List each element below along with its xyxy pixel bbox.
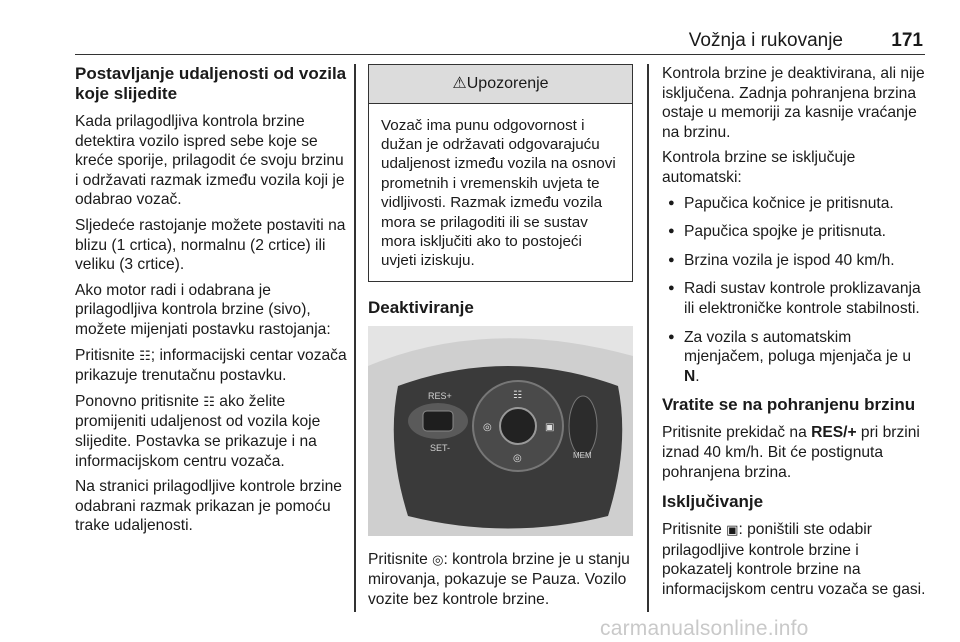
distance-icon: ☷	[139, 348, 151, 364]
paragraph: Sljedeće rastojanje možete postaviti na blizu (1 crtica), normalnu (2 crtice) ili veliku (3 crtice).	[75, 216, 346, 274]
paragraph: Pritisnite ▣: poništili ste odabir prilagodljive kontrole brzine i pokazatelj kontrole brzine na informacijskom centru vozača se gasi.	[662, 521, 926, 598]
watermark: carmanualsonline.info	[600, 617, 809, 640]
list-item: ● Radi sustav kontrole proklizavanja ili elektroničke kontrole stabilnosti.	[662, 279, 930, 318]
set-label: SET-	[430, 442, 451, 453]
cruise-pause-icon: ◎	[432, 552, 444, 568]
list-item: ● Brzina vozila je ispod 40 km/h.	[662, 251, 930, 271]
cruise-off-icon: ▣	[726, 523, 739, 539]
section-heading-distance: Postavljanje udaljenosti od vozila koje slijedite	[75, 64, 347, 103]
page-number: 171	[891, 30, 923, 51]
auto-off-list	[662, 194, 930, 387]
paragraph: Kada prilagodljiva kontrola brzine detektira vozilo ispred sebe koje se kreće sporije, prilagodit će svoju brzinu i održavati razmak između vozila koji je odabrao vozač.	[75, 113, 345, 209]
mem-label: MEM	[573, 450, 592, 460]
warning-header	[369, 65, 632, 104]
warning-triangle-icon: ⚠	[452, 75, 467, 92]
svg-text:◎: ◎	[513, 452, 522, 464]
paragraph: Pritisnite ◎: kontrola brzine je u stanju mirovanja, pokazuje se Pauza. Vozilo vozite bez kontrole brzine.	[368, 550, 630, 609]
warning-title: Upozorenje	[466, 75, 549, 92]
column-3	[662, 64, 930, 605]
warning-text: Vozač ima punu odgovornost i dužan je održavati odgovarajuću udaljenost između vozila na osnovi prometnih i vremenskih uvjeta te vidljivosti. Razmak između vozila mora se prilagoditi ili se sustav mora isključiti ako to postojeći uvjeti iziskuju.	[381, 116, 616, 270]
page-header	[75, 30, 925, 55]
res-label: RES+	[428, 390, 452, 401]
list-item: ● Papučica kočnice je pritisnuta.	[662, 194, 930, 214]
distance-icon: ☷	[203, 394, 215, 410]
svg-text:▣: ▣	[545, 421, 555, 433]
svg-text:☷: ☷	[513, 389, 522, 401]
section-heading-deactivation: Deaktiviranje	[368, 297, 474, 317]
section-heading-resume: Vratite se na pohranjenu brzinu	[662, 395, 916, 415]
column-2	[368, 64, 633, 616]
paragraph: Kontrola brzine je deaktivirana, ali nije isključena. Zadnja pohranjena brzina ostaje u memoriji za kasnije vraćanje na brzinu.	[662, 65, 925, 141]
paragraph: Ako motor radi i odabrana je prilagodljiva kontrola brzine (sivo), možete mijenjati postavku rastojanja:	[75, 281, 331, 338]
list-item: ● Papučica spojke je pritisnuta.	[662, 222, 930, 242]
warning-box	[368, 64, 633, 282]
svg-text:◎: ◎	[483, 421, 492, 433]
paragraph: Na stranici prilagodljive kontrole brzine odabrani razmak prikazan je pomoću trake udaljenosti.	[75, 478, 342, 535]
steering-wheel-controls-photo	[368, 326, 633, 536]
section-heading-switch-off: Isključivanje	[662, 492, 764, 512]
column-divider-2	[647, 64, 649, 612]
paragraph: Ponovno pritisnite ☷ ako želite promijeniti udaljenost od vozila koje slijedite. Postavka se prikazuje i na informacijskom centru vozača.	[75, 392, 321, 470]
paragraph: Pritisnite prekidač na RES/+ pri brzini iznad 40 km/h. Bit će postignuta pohranjena brzina.	[662, 424, 920, 481]
paragraph: Pritisnite ☷; informacijski centar vozača prikazuje trenutačnu postavku.	[75, 346, 347, 385]
column-divider-1	[354, 64, 356, 612]
list-item: ● Za vozila s automatskim mjenjačem, poluga mjenjača je u N.	[662, 328, 930, 387]
header-title: Vožnja i rukovanje	[688, 30, 843, 51]
paragraph: Kontrola brzine se isključuje automatski:	[662, 149, 856, 186]
column-1	[75, 64, 347, 542]
